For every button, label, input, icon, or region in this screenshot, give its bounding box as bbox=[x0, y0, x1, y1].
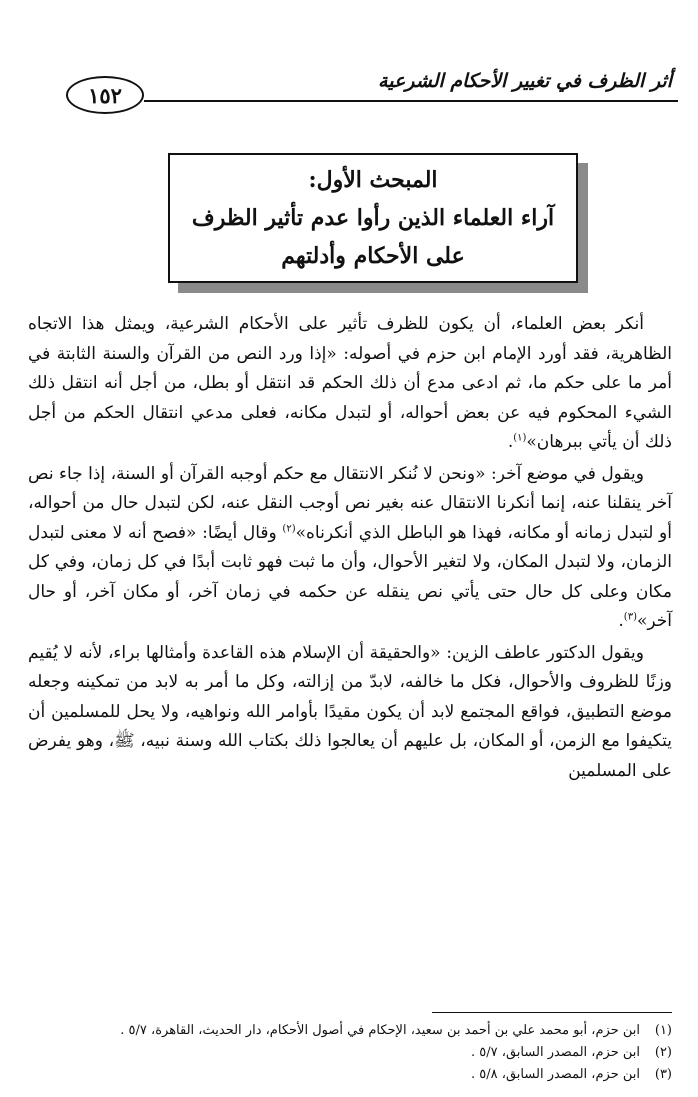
footnote-ref-1: (١) bbox=[513, 432, 527, 444]
footnote-text: ابن حزم، المصدر السابق، ٥/٧ . bbox=[471, 1045, 640, 1060]
paragraph-1-tail: . bbox=[507, 432, 514, 452]
paragraph-3-text: ويقول الدكتور عاطف الزين: «والحقيقة أن الإسلام هذه القاعدة وأمثالها براء، لأنه لا يُقيم وزنًا للظروف والأحوال، فكل ما خالفه، لابدّ من إزالته، وكل ما أمر به لابد من تمكينه وجعله موضع التطبيق، فواقع المجتمع لابد أن يكون مقيدًا بأوامر الله ونواهيه، ولا يحل للمسلمين أن يتكيفوا مع الزمن، أو المكان، بل عليهم أن يعالجوا ذلك بكتاب الله وسنة نبيه، ﷺ، وهو يفرض على المسلمين bbox=[28, 642, 672, 781]
section-title-line-2: آراء العلماء الذين رأوا عدم تأثير الظرف bbox=[191, 205, 555, 231]
paragraph-2-tail: . bbox=[618, 611, 624, 631]
paragraph-3 bbox=[28, 639, 672, 787]
paragraph-2-text: ويقول في موضع آخر: «ونحن لا نُنكر الانتقال مع حكم أوجبه القرآن أو السنة، إذا جاء نص آخر ينقلنا عنه، إنما أنكرنا الانتقال عنه بغير نص أوجب النقل عنه، لكن لتبدل حال من أحواله، أو لتبدل زمانه أو مكانه، فهذا هو الباطل الذي أنكرناه» bbox=[28, 463, 672, 543]
footnotes bbox=[28, 1020, 672, 1086]
section-title-line-1: المبحث الأول: bbox=[308, 167, 438, 193]
footnote-ref-3: (٣) bbox=[623, 611, 637, 623]
body-text bbox=[28, 310, 672, 786]
footnote-number: (٣) bbox=[654, 1067, 672, 1082]
paragraph-2 bbox=[28, 460, 672, 637]
header-rule bbox=[144, 100, 678, 102]
footnote-3 bbox=[28, 1064, 672, 1086]
footnote-text: ابن حزم، المصدر السابق، ٥/٨ . bbox=[471, 1067, 640, 1082]
running-header-title: أثر الظرف في تغيير الأحكام الشرعية bbox=[378, 70, 672, 92]
page-number: ١٥٢ bbox=[66, 76, 144, 114]
section-title-line-3: على الأحكام وأدلتهم bbox=[281, 243, 465, 269]
footnote-separator bbox=[432, 1012, 672, 1013]
footnote-ref-2: (٢) bbox=[282, 522, 296, 534]
paragraph-1 bbox=[28, 310, 672, 458]
footnote-text: ابن حزم، أبو محمد علي بن أحمد بن سعيد، الإحكام في أصول الأحكام، دار الحديث، القاهرة، ٥/٧ . bbox=[120, 1023, 640, 1038]
footnote-2 bbox=[28, 1042, 672, 1064]
paragraph-2-text-continued: وقال أيضًا: «فصح أنه لا معنى لتبدل الزمان، ولا لتبدل المكان، ولا لتغير الأحوال، وأن ما ثبت فهو ثابت أبدًا في كل زمان، وفي كل مكان وعلى كل حال حتى يأتي نص ينقله عن حكمه في زمان آخر، أو مكان آخر، أو حال آخر» bbox=[28, 522, 672, 631]
footnote-number: (١) bbox=[654, 1023, 672, 1038]
section-title-box bbox=[168, 153, 578, 283]
footnote-1 bbox=[28, 1020, 672, 1042]
paragraph-1-text: أنكر بعض العلماء، أن يكون للظرف تأثير على الأحكام الشرعية، ويمثل هذا الاتجاه الظاهرية، فقد أورد الإمام ابن حزم في أصوله: «إذا ورد النص من القرآن والسنة الثابتة في أمر ما على حكم ما، ثم ادعى مدع أن ذلك الحكم قد انتقل أو بطل، من أجل أنه انتقل ذلك الشيء المحكوم فيه عن بعض أحواله، أو لتبدل مكانه، فعلى مدعي انتقال الحكم من أجل ذلك أن يأتي ببرهان» bbox=[28, 314, 672, 452]
footnote-number: (٢) bbox=[654, 1045, 672, 1060]
